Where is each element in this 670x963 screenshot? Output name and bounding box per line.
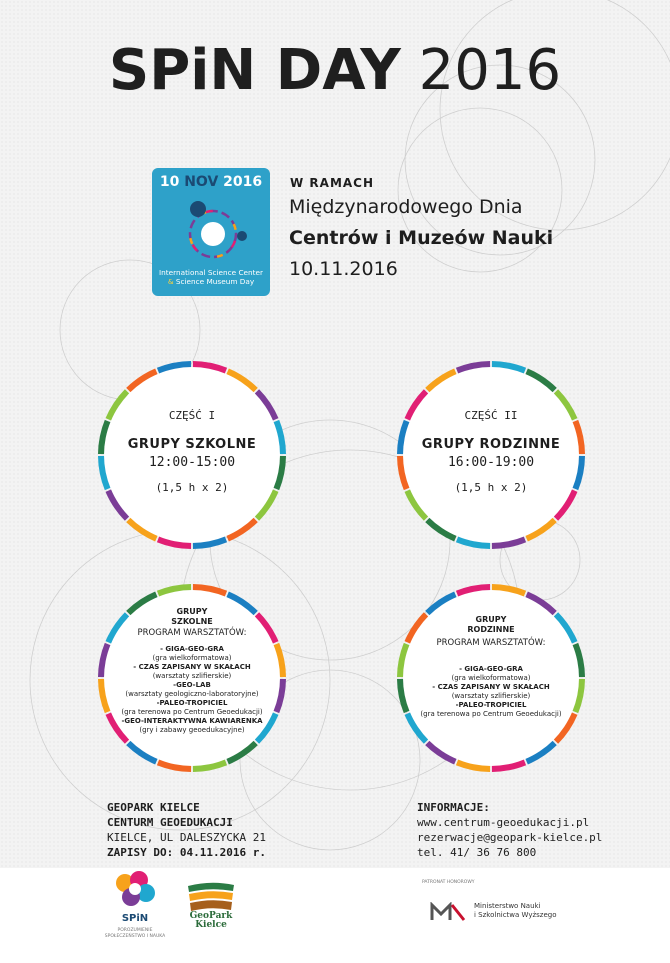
program2-item-name: -PALEO-TROPICIEL: [455, 701, 527, 709]
circle-program2: [403, 590, 579, 766]
part2-duration: (1,5 h x 2): [454, 481, 528, 494]
part2-label: CZĘŚĆ II: [464, 409, 518, 422]
intro-line1: Międzynarodowego Dnia: [289, 196, 523, 218]
part1-heading: GRUPY SZKOLNE: [127, 437, 257, 452]
program2-heading: GRUPY RODZINNE: [467, 615, 515, 634]
program1-item-desc: (gra wielkoformatowa): [152, 654, 232, 662]
venue-address: KIELCE, UL DALESZYCKA 21: [107, 831, 266, 844]
program1-item-name: - CZAS ZAPISANY W SKAŁACH: [133, 663, 251, 671]
w-ramach-label: W RAMACH: [290, 176, 375, 190]
venue-block: [107, 800, 266, 860]
contact-email[interactable]: rezerwacje@geopark-kielce.pl: [417, 831, 603, 844]
program2-item-name: - GIGA-GEO-GRA: [459, 665, 523, 673]
program1-item-desc: (warsztaty szlifierskie): [152, 672, 232, 680]
spin-logo-icon: [111, 871, 159, 907]
logo-date: 10 NOV 2016: [159, 174, 263, 190]
intro-line2: Centrów i Muzeów Nauki: [289, 227, 554, 249]
logo-caption: International Science Center & Science Museum Day: [158, 268, 264, 286]
program2-list: [403, 665, 579, 719]
signup-label: ZAPISY DO:: [107, 846, 174, 859]
program1-item-name: - GIGA-GEO-GRA: [160, 645, 224, 653]
program2-item-desc: (warsztaty szlifierskie): [451, 692, 531, 700]
spin-logo-sub1: POROZUMIENIE: [117, 928, 153, 933]
program1-list: [104, 645, 280, 735]
patronage-label: PATRONAT HONOROWY: [422, 880, 475, 885]
part1-label: CZĘŚĆ I: [168, 409, 216, 422]
program1-label: PROGRAM WARSZTATÓW:: [137, 628, 247, 638]
signup-date: 04.11.2016 r.: [179, 846, 266, 859]
program2-label: PROGRAM WARSZTATÓW:: [436, 638, 546, 648]
venue-line1: GEOPARK KIELCE: [107, 801, 200, 814]
program2-item-name: - CZAS ZAPISANY W SKAŁACH: [432, 683, 550, 691]
program1-item-name: -GEO-LAB: [173, 681, 211, 689]
page-title: SPiN DAY 2016: [108, 38, 562, 103]
program1-item-desc: (gra terenowa po Centrum Geoedukacji): [121, 708, 263, 716]
contact-label: INFORMACJE:: [417, 801, 490, 814]
program2-item-desc: (gra wielkoformatowa): [451, 674, 531, 682]
program1-item-name: -PALEO-TROPICIEL: [156, 699, 228, 707]
program1-heading: GRUPY SZKOLNE: [171, 607, 213, 626]
program2-item-desc: (gra terenowa po Centrum Geoedukacji): [420, 710, 562, 718]
part2-heading: GRUPY RODZINNE: [421, 437, 561, 452]
venue-line2: CENTURM GEOEDUKACJI: [107, 816, 233, 829]
ministry-name: Ministerstwo Nauki i Szkolnictwa Wyższego: [474, 902, 557, 919]
spin-logo-name: SPiN: [121, 913, 149, 924]
part2-time: 16:00-19:00: [447, 455, 535, 470]
circle-part1: [104, 367, 280, 543]
part1-time: 12:00-15:00: [148, 455, 236, 470]
program1-item-name: -GEO-INTERAKTYWNA KAWIARENKA: [121, 717, 263, 725]
circle-part2: [403, 367, 579, 543]
part1-duration: (1,5 h x 2): [155, 481, 229, 494]
orbit-icon: [181, 196, 247, 262]
spin-day-logo: [152, 168, 270, 296]
contact-phone: tel. 41/ 36 76 800: [417, 846, 537, 859]
program1-item-desc: (warsztaty geologiczno-laboratoryjne): [125, 690, 259, 698]
contact-block: [417, 800, 602, 860]
intro-date: 10.11.2016: [289, 258, 398, 280]
spin-logo-sub2: SPOŁECZEŃSTWO I NAUKA: [104, 934, 166, 939]
ministry-logo-icon: [430, 902, 470, 922]
contact-website[interactable]: www.centrum-geoedukacji.pl: [417, 816, 590, 829]
program1-item-desc: (gry i zabawy geoedukacyjne): [139, 726, 245, 734]
geopark-logo-name: GeoPark Kielce: [189, 911, 233, 930]
circle-program1: [104, 590, 280, 766]
